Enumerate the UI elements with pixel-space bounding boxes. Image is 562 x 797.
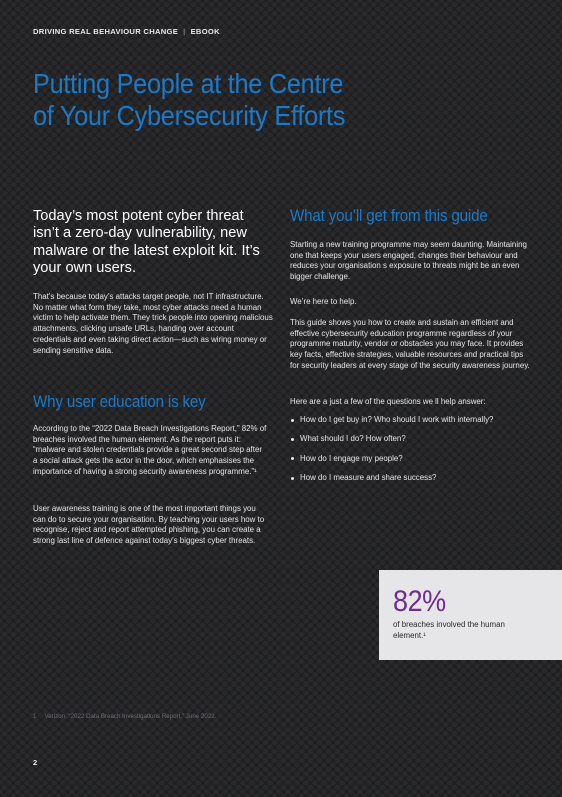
page-number: 2 <box>33 758 38 767</box>
footnote-text: Verizon, “2022 Data Breach Investigations Report,” June 2022. <box>44 713 217 720</box>
intro-paragraph: That’s because today’s attacks target people, not IT infrastructure. No matter what form they take, most cyber attacks need a human victim to help activate them. They trick people into opening malicious attachments, clicking unsafe URLs, handing over account credentials and even taking direct action—such as wiring money or sending sensitive data. <box>33 292 273 355</box>
guide-paragraph-3: This guide shows you how to create and sustain an efficient and effective cybersecurity education programme regardless of your programme maturity, vendor or obstacles you may face. It provides key facts, effective strategies, valuable resources and practical tips for security leaders at every stage of the security awareness journey. <box>290 318 530 370</box>
header-type: EBOOK <box>190 27 220 36</box>
header-separator: | <box>183 27 186 36</box>
lead-statement: Today’s most potent cyber threat isn’t a zero-day vulnerability, new malware or the latest exploit kit. It’s your own users. <box>33 208 260 277</box>
list-item: What should I do? How often? <box>290 434 540 445</box>
user-education-paragraph-1: According to the “2022 Data Breach Investigations Report,” 82% of breaches involved the human element. As the report puts it: “malware and stolen credentials provide a great second step after a social attack gets the actor in the door, which emphasises the importance of having a strong security awareness programme.”¹ <box>33 424 267 476</box>
guide-paragraph-4: Here are a just a few of the questions we ll help answer: <box>290 397 486 406</box>
page-title-line-2: of Your Cybersecurity Efforts <box>33 99 346 131</box>
user-education-paragraph-2: User awareness training is one of the most important things you can do to secure your organisation. By teaching your users how to recognise, reject and report attempted phishing, you can create a strong last line of defence against today’s biggest cyber threats. <box>33 504 265 546</box>
list-item: How do I measure and share success? <box>290 473 540 484</box>
guide-paragraph-1: Starting a new training programme may seem daunting. Maintaining one that keeps your users engaged, changes their behaviour and reduces your organisation s exposure to threats might be an even bigger challenge. <box>290 240 527 282</box>
page-title-line-1: Putting People at the Centre <box>33 68 344 99</box>
questions-list <box>290 415 540 493</box>
footnote-number: 1 <box>33 713 37 720</box>
footnote <box>33 713 216 720</box>
stat-caption: of breaches involved the human element.¹ <box>393 620 505 640</box>
list-item: How do I engage my people? <box>290 454 540 465</box>
stat-value: 82% <box>393 585 446 618</box>
guide-paragraph-2: We’re here to help. <box>290 297 357 306</box>
stat-callout <box>379 570 562 660</box>
list-item: How do I get buy in? Who should I work with internally? <box>290 415 540 426</box>
header-series: DRIVING REAL BEHAVIOUR CHANGE <box>33 27 179 36</box>
document-header <box>33 27 220 36</box>
page-title <box>33 68 493 131</box>
section-heading-guide: What you’ll get from this guide <box>290 207 488 225</box>
section-heading-user-education: Why user education is key <box>33 393 206 411</box>
